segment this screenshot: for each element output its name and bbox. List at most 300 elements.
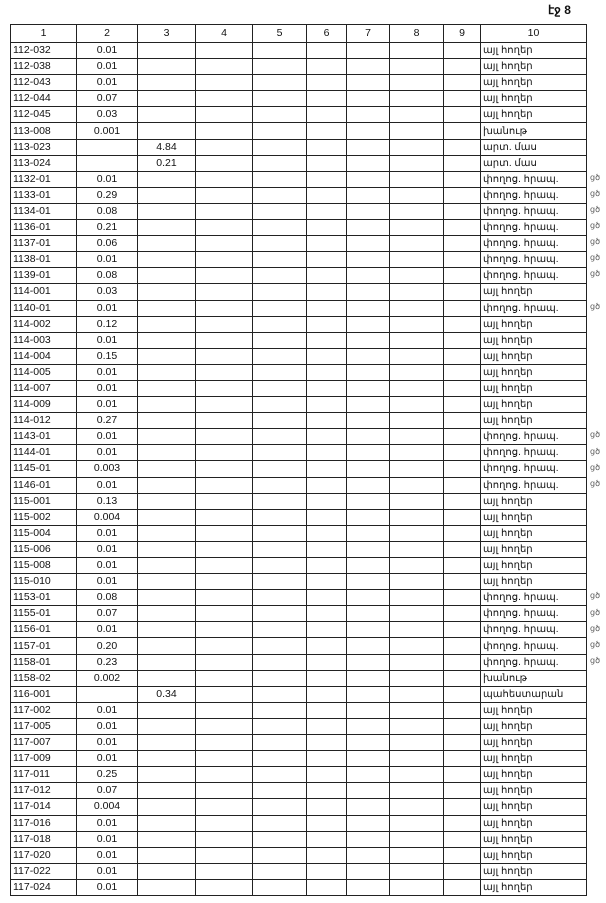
empty-cell — [307, 493, 347, 509]
empty-cell — [347, 525, 390, 541]
cell-col1: 1155-01 — [11, 606, 77, 622]
cell-col1: 115-004 — [11, 525, 77, 541]
column-header: 5 — [253, 25, 307, 43]
table-row — [11, 638, 587, 654]
cell-col1: 1137-01 — [11, 236, 77, 252]
cell-col1: 1143-01 — [11, 429, 77, 445]
empty-cell — [196, 863, 253, 879]
cell-col2: 0.07 — [77, 783, 138, 799]
empty-cell — [307, 638, 347, 654]
cell-col1: 117-022 — [11, 863, 77, 879]
empty-cell — [253, 799, 307, 815]
table-row — [11, 509, 587, 525]
empty-cell — [307, 863, 347, 879]
empty-cell — [390, 735, 444, 751]
table-row — [11, 493, 587, 509]
cell-col2: 0.08 — [77, 203, 138, 219]
empty-cell — [196, 477, 253, 493]
cell-col1: 114-007 — [11, 380, 77, 396]
empty-cell — [390, 606, 444, 622]
cell-col2: 0.03 — [77, 284, 138, 300]
cell-col3 — [138, 171, 196, 187]
empty-cell — [390, 445, 444, 461]
margin-mark: ցծ — [590, 623, 601, 633]
empty-cell — [347, 879, 390, 895]
cell-col3: 4.84 — [138, 139, 196, 155]
cell-col3 — [138, 735, 196, 751]
table-row — [11, 702, 587, 718]
cell-col2: 0.01 — [77, 879, 138, 895]
cell-col10: այլ հողեր — [481, 316, 587, 332]
empty-cell — [390, 702, 444, 718]
empty-cell — [347, 493, 390, 509]
cell-col2: 0.08 — [77, 268, 138, 284]
cell-col3 — [138, 252, 196, 268]
empty-cell — [444, 477, 481, 493]
column-header: 7 — [347, 25, 390, 43]
cell-col3 — [138, 558, 196, 574]
empty-cell — [347, 316, 390, 332]
empty-cell — [444, 364, 481, 380]
cell-col3 — [138, 863, 196, 879]
table-row — [11, 268, 587, 284]
empty-cell — [444, 43, 481, 59]
cell-col3 — [138, 879, 196, 895]
empty-cell — [390, 429, 444, 445]
empty-cell — [253, 316, 307, 332]
empty-cell — [253, 300, 307, 316]
empty-cell — [390, 252, 444, 268]
cell-col3: 0.34 — [138, 686, 196, 702]
empty-cell — [390, 751, 444, 767]
empty-cell — [347, 59, 390, 75]
empty-cell — [253, 413, 307, 429]
empty-cell — [347, 477, 390, 493]
cell-col3 — [138, 847, 196, 863]
empty-cell — [307, 332, 347, 348]
empty-cell — [196, 348, 253, 364]
empty-cell — [307, 879, 347, 895]
empty-cell — [253, 493, 307, 509]
cell-col10: արտ. մաս — [481, 139, 587, 155]
cell-col1: 114-001 — [11, 284, 77, 300]
empty-cell — [444, 541, 481, 557]
cell-col10: պահեստարան — [481, 686, 587, 702]
cell-col3 — [138, 220, 196, 236]
empty-cell — [390, 574, 444, 590]
empty-cell — [196, 670, 253, 686]
empty-cell — [196, 284, 253, 300]
empty-cell — [196, 847, 253, 863]
empty-cell — [444, 75, 481, 91]
empty-cell — [307, 541, 347, 557]
empty-cell — [390, 300, 444, 316]
cell-col1: 116-001 — [11, 686, 77, 702]
empty-cell — [307, 220, 347, 236]
empty-cell — [253, 735, 307, 751]
table-row — [11, 686, 587, 702]
cell-col3 — [138, 236, 196, 252]
cell-col2: 0.01 — [77, 364, 138, 380]
empty-cell — [196, 171, 253, 187]
empty-cell — [444, 300, 481, 316]
empty-cell — [253, 203, 307, 219]
empty-cell — [347, 670, 390, 686]
cell-col1: 1140-01 — [11, 300, 77, 316]
table-row — [11, 879, 587, 895]
cell-col1: 114-009 — [11, 397, 77, 413]
empty-cell — [444, 203, 481, 219]
empty-cell — [253, 477, 307, 493]
cell-col10: փողոց. հրապ. — [481, 638, 587, 654]
cell-col2: 0.25 — [77, 767, 138, 783]
column-header: 10 — [481, 25, 587, 43]
empty-cell — [253, 75, 307, 91]
cell-col2: 0.01 — [77, 59, 138, 75]
empty-cell — [253, 461, 307, 477]
table-row — [11, 203, 587, 219]
empty-cell — [253, 574, 307, 590]
empty-cell — [253, 59, 307, 75]
table-row — [11, 525, 587, 541]
empty-cell — [196, 541, 253, 557]
cell-col2: 0.003 — [77, 461, 138, 477]
cell-col1: 1156-01 — [11, 622, 77, 638]
cell-col1: 114-003 — [11, 332, 77, 348]
cell-col1: 1153-01 — [11, 590, 77, 606]
cell-col1: 117-005 — [11, 718, 77, 734]
empty-cell — [307, 155, 347, 171]
empty-cell — [307, 316, 347, 332]
empty-cell — [444, 590, 481, 606]
cell-col2: 0.01 — [77, 525, 138, 541]
cell-col1: 1158-02 — [11, 670, 77, 686]
empty-cell — [390, 123, 444, 139]
empty-cell — [196, 155, 253, 171]
empty-cell — [390, 59, 444, 75]
empty-cell — [307, 397, 347, 413]
table-row — [11, 863, 587, 879]
empty-cell — [347, 541, 390, 557]
empty-cell — [196, 332, 253, 348]
cell-col1: 114-005 — [11, 364, 77, 380]
empty-cell — [307, 783, 347, 799]
empty-cell — [307, 236, 347, 252]
empty-cell — [253, 332, 307, 348]
empty-cell — [444, 348, 481, 364]
empty-cell — [196, 735, 253, 751]
empty-cell — [253, 429, 307, 445]
empty-cell — [347, 252, 390, 268]
empty-cell — [347, 767, 390, 783]
cell-col2: 0.29 — [77, 187, 138, 203]
cell-col10: այլ հողեր — [481, 413, 587, 429]
cell-col2: 0.01 — [77, 252, 138, 268]
empty-cell — [390, 397, 444, 413]
empty-cell — [307, 574, 347, 590]
cell-col2: 0.001 — [77, 123, 138, 139]
cell-col2 — [77, 155, 138, 171]
empty-cell — [444, 445, 481, 461]
empty-cell — [196, 91, 253, 107]
table-row — [11, 397, 587, 413]
cell-col10: փողոց. հրապ. — [481, 606, 587, 622]
cell-col3 — [138, 622, 196, 638]
table-row — [11, 380, 587, 396]
cell-col2: 0.01 — [77, 622, 138, 638]
cell-col2: 0.08 — [77, 590, 138, 606]
empty-cell — [196, 429, 253, 445]
empty-cell — [253, 606, 307, 622]
cell-col1: 1144-01 — [11, 445, 77, 461]
empty-cell — [253, 236, 307, 252]
cell-col1: 115-008 — [11, 558, 77, 574]
empty-cell — [444, 236, 481, 252]
cell-col10: փողոց. հրապ. — [481, 477, 587, 493]
cell-col10: այլ հողեր — [481, 718, 587, 734]
cell-col10: փողոց. հրապ. — [481, 252, 587, 268]
cell-col1: 112-045 — [11, 107, 77, 123]
empty-cell — [444, 59, 481, 75]
empty-cell — [307, 767, 347, 783]
empty-cell — [390, 767, 444, 783]
empty-cell — [390, 284, 444, 300]
empty-cell — [444, 413, 481, 429]
empty-cell — [196, 43, 253, 59]
empty-cell — [390, 799, 444, 815]
empty-cell — [196, 638, 253, 654]
empty-cell — [390, 638, 444, 654]
empty-cell — [390, 380, 444, 396]
cell-col3 — [138, 799, 196, 815]
table-row — [11, 107, 587, 123]
cell-col2: 0.12 — [77, 316, 138, 332]
empty-cell — [347, 91, 390, 107]
cell-col3 — [138, 397, 196, 413]
cell-col3 — [138, 767, 196, 783]
empty-cell — [307, 670, 347, 686]
cell-col10: փողոց. հրապ. — [481, 461, 587, 477]
empty-cell — [196, 815, 253, 831]
cell-col1: 115-006 — [11, 541, 77, 557]
table-row — [11, 783, 587, 799]
empty-cell — [347, 236, 390, 252]
empty-cell — [347, 155, 390, 171]
empty-cell — [253, 831, 307, 847]
cell-col3 — [138, 783, 196, 799]
empty-cell — [307, 654, 347, 670]
table-row — [11, 541, 587, 557]
empty-cell — [307, 75, 347, 91]
empty-cell — [347, 332, 390, 348]
cell-col1: 1134-01 — [11, 203, 77, 219]
empty-cell — [253, 702, 307, 718]
cell-col3 — [138, 525, 196, 541]
empty-cell — [253, 525, 307, 541]
empty-cell — [307, 380, 347, 396]
cell-col1: 113-023 — [11, 139, 77, 155]
empty-cell — [196, 445, 253, 461]
cell-col2: 0.13 — [77, 493, 138, 509]
cell-col3 — [138, 123, 196, 139]
empty-cell — [307, 622, 347, 638]
cell-col10: այլ հողեր — [481, 91, 587, 107]
empty-cell — [196, 75, 253, 91]
cell-col2: 0.01 — [77, 429, 138, 445]
empty-cell — [307, 59, 347, 75]
empty-cell — [347, 590, 390, 606]
empty-cell — [253, 541, 307, 557]
table-row — [11, 43, 587, 59]
empty-cell — [390, 107, 444, 123]
empty-cell — [444, 155, 481, 171]
empty-cell — [253, 718, 307, 734]
cell-col10: այլ հողեր — [481, 541, 587, 557]
empty-cell — [347, 863, 390, 879]
empty-cell — [444, 735, 481, 751]
margin-mark: ցծ — [590, 221, 601, 231]
empty-cell — [347, 284, 390, 300]
table-row — [11, 574, 587, 590]
cell-col2: 0.15 — [77, 348, 138, 364]
cell-col1: 117-016 — [11, 815, 77, 831]
empty-cell — [253, 364, 307, 380]
empty-cell — [347, 606, 390, 622]
cell-col10: այլ հողեր — [481, 59, 587, 75]
empty-cell — [307, 525, 347, 541]
table-row — [11, 445, 587, 461]
column-header: 1 — [11, 25, 77, 43]
empty-cell — [196, 574, 253, 590]
empty-cell — [196, 107, 253, 123]
cell-col1: 1146-01 — [11, 477, 77, 493]
table-row — [11, 75, 587, 91]
empty-cell — [347, 364, 390, 380]
empty-cell — [444, 139, 481, 155]
table-row — [11, 123, 587, 139]
cell-col10: փողոց. հրապ. — [481, 590, 587, 606]
empty-cell — [347, 123, 390, 139]
empty-cell — [444, 316, 481, 332]
empty-cell — [347, 574, 390, 590]
empty-cell — [253, 397, 307, 413]
cell-col3 — [138, 300, 196, 316]
empty-cell — [347, 654, 390, 670]
column-header: 8 — [390, 25, 444, 43]
empty-cell — [444, 525, 481, 541]
cell-col1: 1158-01 — [11, 654, 77, 670]
empty-cell — [307, 445, 347, 461]
cell-col3 — [138, 509, 196, 525]
empty-cell — [444, 220, 481, 236]
empty-cell — [253, 815, 307, 831]
cell-col2: 0.004 — [77, 799, 138, 815]
cell-col10: այլ հողեր — [481, 332, 587, 348]
empty-cell — [253, 670, 307, 686]
empty-cell — [390, 348, 444, 364]
cell-col10: այլ հողեր — [481, 348, 587, 364]
empty-cell — [347, 461, 390, 477]
empty-cell — [390, 43, 444, 59]
cell-col10: այլ հողեր — [481, 364, 587, 380]
empty-cell — [253, 590, 307, 606]
table-row — [11, 59, 587, 75]
empty-cell — [196, 879, 253, 895]
empty-cell — [444, 397, 481, 413]
cell-col2: 0.20 — [77, 638, 138, 654]
empty-cell — [347, 558, 390, 574]
cell-col2: 0.01 — [77, 75, 138, 91]
cell-col10: այլ հողեր — [481, 735, 587, 751]
cell-col3 — [138, 75, 196, 91]
empty-cell — [307, 413, 347, 429]
cell-col3 — [138, 718, 196, 734]
empty-cell — [253, 654, 307, 670]
table-row — [11, 751, 587, 767]
cell-col1: 117-018 — [11, 831, 77, 847]
empty-cell — [390, 847, 444, 863]
table-row — [11, 155, 587, 171]
cell-col2 — [77, 686, 138, 702]
empty-cell — [444, 429, 481, 445]
table-row — [11, 187, 587, 203]
empty-cell — [307, 203, 347, 219]
empty-cell — [390, 654, 444, 670]
empty-cell — [444, 815, 481, 831]
empty-cell — [307, 686, 347, 702]
empty-cell — [444, 558, 481, 574]
empty-cell — [347, 751, 390, 767]
table-row — [11, 429, 587, 445]
table-row — [11, 461, 587, 477]
empty-cell — [390, 831, 444, 847]
cell-col1: 112-043 — [11, 75, 77, 91]
empty-cell — [347, 380, 390, 396]
cell-col1: 117-007 — [11, 735, 77, 751]
empty-cell — [444, 123, 481, 139]
cell-col10: այլ հողեր — [481, 831, 587, 847]
empty-cell — [196, 493, 253, 509]
empty-cell — [196, 316, 253, 332]
cell-col10: այլ հողեր — [481, 783, 587, 799]
empty-cell — [307, 300, 347, 316]
empty-cell — [307, 171, 347, 187]
empty-cell — [444, 252, 481, 268]
empty-cell — [307, 107, 347, 123]
cell-col2: 0.06 — [77, 236, 138, 252]
empty-cell — [444, 847, 481, 863]
empty-cell — [390, 364, 444, 380]
empty-cell — [253, 879, 307, 895]
empty-cell — [253, 284, 307, 300]
cell-col3 — [138, 541, 196, 557]
cell-col2: 0.01 — [77, 380, 138, 396]
empty-cell — [196, 718, 253, 734]
cell-col10: այլ հողեր — [481, 509, 587, 525]
empty-cell — [253, 43, 307, 59]
margin-mark: ցծ — [590, 462, 601, 472]
margin-mark: ցծ — [590, 430, 601, 440]
cell-col1: 112-038 — [11, 59, 77, 75]
empty-cell — [390, 155, 444, 171]
empty-cell — [253, 220, 307, 236]
cell-col2: 0.01 — [77, 751, 138, 767]
empty-cell — [253, 139, 307, 155]
empty-cell — [347, 847, 390, 863]
cell-col3 — [138, 43, 196, 59]
cell-col3 — [138, 638, 196, 654]
table-row — [11, 220, 587, 236]
